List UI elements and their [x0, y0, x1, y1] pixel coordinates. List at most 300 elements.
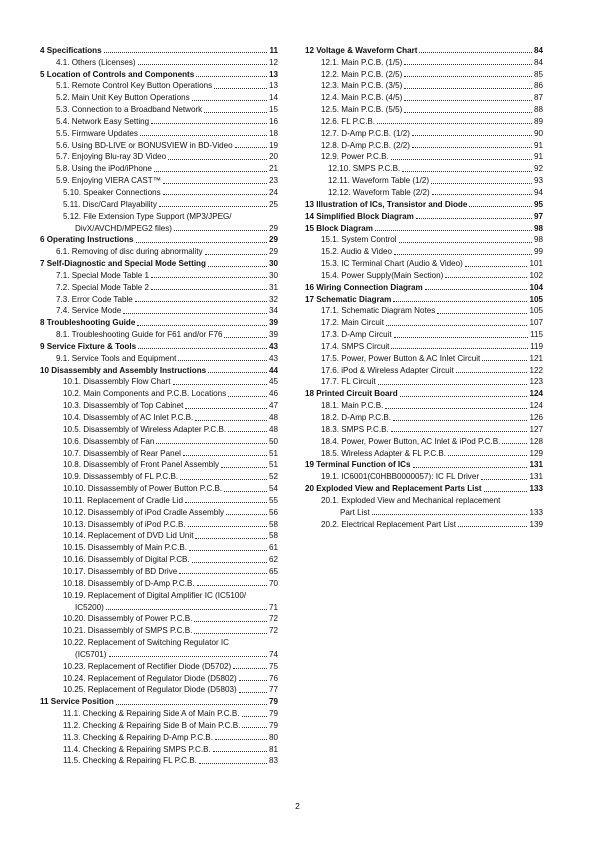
toc-entry-title: 18.4. Power, Power Button, AC Inlet & iPod P.C.B.: [321, 436, 501, 446]
toc-entry-page: 85: [533, 69, 543, 79]
toc-entry: [40, 447, 278, 459]
toc-entry-page: 58: [268, 531, 278, 541]
toc-entry: [40, 387, 278, 399]
toc-entry: [40, 459, 278, 471]
toc-entry-page: 46: [268, 389, 278, 399]
toc-entry-page: 91: [533, 152, 543, 162]
toc-entry-title: 8 Troubleshooting Guide: [40, 318, 136, 328]
toc-entry-page: 124: [529, 389, 543, 399]
toc-entry-page: 14: [268, 93, 278, 103]
toc-section: [40, 234, 278, 246]
toc-entry: [40, 506, 278, 518]
toc-entry-page: 139: [529, 519, 543, 529]
toc-entry-page: 89: [533, 116, 543, 126]
toc-entry-title: 19.1. IC6001(C0HBB0000057): IC FL Driver: [321, 472, 480, 482]
toc-section: [40, 257, 278, 269]
toc-section: [40, 316, 278, 328]
toc-section: [40, 364, 278, 376]
toc-entry: [305, 186, 543, 198]
dot-leader: [195, 420, 267, 421]
toc-entry: [305, 328, 543, 340]
dot-leader: [208, 266, 267, 267]
toc-entry-title: 10.16. Disassembly of Digital P.CB.: [63, 555, 190, 565]
toc-entry-title: 5.3. Connection to a Broadband Network: [56, 105, 203, 115]
dot-leader: [412, 135, 532, 136]
toc-entry-page: 21: [268, 164, 278, 174]
toc-entry-title: 11.2. Checking & Repairing Side B of Main P.C.B.: [63, 720, 241, 730]
dot-leader: [194, 633, 267, 634]
dot-leader: [484, 491, 528, 492]
toc-entry: [40, 269, 278, 281]
dot-leader: [385, 408, 527, 409]
toc-entry: [305, 80, 543, 92]
toc-entry-title: 4.1. Others (Licenses): [56, 57, 136, 67]
toc-entry-page: 133: [529, 507, 543, 517]
toc-entry-title: 12.8. D-Amp P.C.B. (2/2): [321, 140, 410, 150]
dot-leader: [151, 289, 267, 290]
toc-entry-page: 77: [268, 685, 278, 695]
dot-leader: [458, 526, 528, 527]
toc-entry: [305, 340, 543, 352]
toc-entry-title: 12.9. Power P.C.B.: [321, 152, 389, 162]
toc-entry-title: 13 Illustration of ICs, Transistor and Diode: [305, 199, 468, 209]
toc-entry-title: 14 Simplified Block Diagram: [305, 211, 414, 221]
toc-entry: [40, 624, 278, 636]
toc-entry-title: 10.15. Disassembly of Main P.C.B.: [63, 543, 188, 553]
dot-leader: [235, 147, 267, 148]
toc-entry-page: 88: [533, 105, 543, 115]
toc-entry: [40, 352, 278, 364]
toc-entry: [305, 162, 543, 174]
toc-entry: [305, 506, 543, 518]
dot-leader: [481, 479, 527, 480]
toc-section: [305, 293, 543, 305]
toc-entry: [305, 257, 543, 269]
toc-entry-page: 47: [268, 401, 278, 411]
toc-section: [305, 198, 543, 210]
toc-entry-page: 119: [530, 341, 543, 351]
dot-leader: [159, 206, 267, 207]
toc-entry-page: 93: [533, 176, 543, 186]
dot-leader: [242, 716, 267, 717]
toc-entry-title: 11.5. Checking & Repairing FL P.C.B.: [63, 756, 197, 766]
toc-entry-title: 10.1. Disassembly Flow Chart: [63, 377, 171, 387]
toc-entry-title: 15.3. IC Terminal Chart (Audio & Video): [321, 259, 463, 269]
toc-entry-title: 9.1. Service Tools and Equipment: [56, 353, 177, 363]
toc-entry: [40, 245, 278, 257]
dot-leader: [224, 337, 267, 338]
toc-entry: [40, 80, 278, 92]
toc-entry-title: 10.8. Disassembly of Front Panel Assembly: [63, 460, 220, 470]
toc-entry-page: 124: [529, 401, 543, 411]
dot-leader: [213, 751, 267, 752]
toc-entry: [305, 305, 543, 317]
toc-entry: [40, 293, 278, 305]
toc-entry: [305, 174, 543, 186]
toc-entry-page: 79: [268, 697, 278, 707]
toc-entry-page: 71: [268, 602, 278, 612]
toc-entry: [40, 399, 278, 411]
dot-leader: [416, 218, 532, 219]
toc-entry-title: 5.2. Main Unit Key Button Operations: [56, 93, 190, 103]
dot-leader: [456, 372, 528, 373]
toc-entry-title: 5.1. Remote Control Key Button Operations: [56, 81, 213, 91]
toc-entry-title: 8.1. Troubleshooting Guide for F61 and/or F76: [56, 330, 223, 340]
dot-leader: [412, 147, 532, 148]
toc-entry-title: 5.9. Enjoying VIERA CAST™: [56, 176, 161, 186]
toc-entry-page: 97: [533, 211, 543, 221]
toc-entry-title: 16 Wiring Connection Diagram: [305, 282, 423, 292]
toc-entry-title: 5.5. Firmware Updates: [56, 128, 138, 138]
dot-leader: [180, 479, 267, 480]
dot-leader: [154, 171, 267, 172]
toc-entry-title: 17.3. D-Amp Circuit: [321, 330, 392, 340]
toc-entry-title: 7.3. Error Code Table: [56, 294, 133, 304]
dot-leader: [431, 183, 532, 184]
dot-leader: [404, 112, 532, 113]
toc-entry: [40, 91, 278, 103]
toc-entry: [40, 162, 278, 174]
dot-leader: [425, 289, 528, 290]
dot-leader: [188, 526, 267, 527]
toc-entry-page: 56: [268, 507, 278, 517]
dot-leader: [104, 52, 268, 53]
dot-leader: [116, 704, 267, 705]
dot-leader: [393, 420, 527, 421]
toc-entry-page: 44: [268, 365, 278, 375]
toc-entry-title: 12.10. SMPS P.C.B.: [328, 164, 401, 174]
toc-entry-title: 18.1. Main P.C.B.: [321, 401, 384, 411]
toc-entry-page: 45: [268, 377, 278, 387]
toc-entry-page: 86: [533, 81, 543, 91]
toc-entry-title: 10.13. Disassembly of iPod P.C.B.: [63, 519, 186, 529]
toc-entry: [305, 423, 543, 435]
toc-entry: [40, 601, 278, 613]
toc-entry-page: 131: [529, 472, 543, 482]
toc-entry: [40, 198, 278, 210]
toc-section: [40, 695, 278, 707]
toc-entry-page: 30: [268, 259, 278, 269]
toc-entry-page: 105: [529, 306, 543, 316]
toc-entry-title: 18 Printed Circuit Board: [305, 389, 398, 399]
toc-entry-page: 52: [268, 472, 278, 482]
toc-entry: [40, 577, 278, 589]
toc-entry-title: 10.2. Main Components and P.C.B. Locations: [63, 389, 227, 399]
toc-entry-page: 83: [268, 756, 278, 766]
dot-leader: [465, 266, 528, 267]
dot-leader: [233, 668, 267, 669]
toc-entry: [40, 530, 278, 542]
dot-leader: [391, 348, 528, 349]
toc-entry-title: Part List: [340, 507, 370, 517]
toc-entry: [40, 186, 278, 198]
toc-section: [305, 387, 543, 399]
toc-entry: [40, 589, 278, 601]
dot-leader: [391, 159, 532, 160]
dot-leader: [179, 573, 267, 574]
toc-entry-page: 11: [269, 45, 278, 55]
dot-leader: [242, 727, 267, 728]
toc-entry-title: 7.4. Service Mode: [56, 306, 122, 316]
toc-entry: [40, 755, 278, 767]
toc-entry-title: 17.2. Main Circuit: [321, 318, 384, 328]
toc-entry-title: 11.1. Checking & Repairing Side A of Main P.C.B.: [63, 709, 240, 719]
toc-entry-title: 17.5. Power, Power Button & AC Inlet Circuit: [321, 353, 481, 363]
toc-entry-page: 102: [529, 270, 543, 280]
dot-leader: [375, 230, 532, 231]
toc-entry-title: 10.21. Disassembly of SMPS P.C.B.: [63, 626, 193, 636]
toc-entry-page: 81: [268, 744, 278, 754]
toc-entry-title: 10.14. Replacement of DVD Lid Unit: [63, 531, 194, 541]
toc-entry-title: 17.4. SMPS Circuit: [321, 341, 390, 351]
dot-leader: [404, 64, 532, 65]
toc-entry-page: 99: [533, 247, 543, 257]
toc-entry: [305, 435, 543, 447]
dot-leader: [399, 242, 532, 243]
toc-entry: [40, 731, 278, 743]
toc-entry-title: 17.1. Schematic Diagram Notes: [321, 306, 436, 316]
toc-entry: [40, 281, 278, 293]
toc-entry-page: 123: [529, 377, 543, 387]
toc-entry-title: 20.1. Exploded View and Mechanical replacement: [321, 495, 501, 505]
toc-entry-title: 12 Voltage & Waveform Chart: [305, 45, 418, 55]
toc-entry-page: 43: [268, 341, 278, 351]
toc-entry-title: 5.6. Using BD-LIVE or BONUSVIEW in BD-Video: [56, 140, 233, 150]
dot-leader: [391, 431, 528, 432]
toc-entry-title: 11.4. Checking & Repairing SMPS P.C.B.: [63, 744, 211, 754]
dot-leader: [404, 100, 532, 101]
toc-entry-page: 128: [529, 436, 543, 446]
toc-entry: [305, 364, 543, 376]
dot-leader: [208, 372, 267, 373]
toc-entry: [40, 684, 278, 696]
toc-entry-page: 25: [268, 199, 278, 209]
toc-entry-page: 126: [529, 413, 543, 422]
toc-entry-page: 94: [533, 187, 543, 197]
toc-entry: [305, 91, 543, 103]
toc-entry-page: 24: [268, 187, 278, 197]
toc-entry-title: 15 Block Diagram: [305, 223, 373, 233]
dot-leader: [140, 135, 267, 136]
dot-leader: [386, 325, 528, 326]
toc-entry-page: 115: [530, 330, 543, 340]
toc-entry-page: 87: [533, 93, 543, 103]
toc-entry: [305, 127, 543, 139]
toc-entry-page: 70: [268, 578, 278, 588]
toc-entry-page: 95: [533, 199, 543, 209]
toc-entry-page: 13: [268, 69, 278, 79]
toc-entry: [305, 376, 543, 388]
toc-entry-page: 13: [268, 81, 278, 91]
dot-leader: [178, 360, 267, 361]
toc-entry-title: 5.8. Using the iPod/iPhone: [56, 164, 152, 174]
toc-entry-page: 48: [268, 413, 278, 422]
dot-leader: [205, 254, 267, 255]
toc-entry-page: 48: [268, 424, 278, 434]
toc-entry: [40, 470, 278, 482]
toc-entry-title: 6.1. Removing of disc during abnormality: [56, 247, 203, 257]
toc-entry-title: 5.11. Disc/Card Playability: [63, 199, 157, 209]
toc-entry: [305, 234, 543, 246]
toc-entry: [40, 222, 278, 234]
toc-entry-title: 12.1. Main P.C.B. (1/5): [321, 57, 403, 67]
dot-leader: [372, 514, 528, 515]
dot-leader: [106, 609, 267, 610]
toc-entry-title: DivX/AVCHD/MPEG2 files): [75, 223, 172, 233]
toc-entry-title: 7.1. Special Mode Table 1: [56, 270, 149, 280]
toc-entry-page: 79: [268, 709, 278, 719]
dot-leader: [109, 656, 267, 657]
toc-entry-title: 5 Location of Controls and Components: [40, 69, 195, 79]
toc-entry-page: 18: [268, 128, 278, 138]
toc-entry-page: 84: [533, 57, 543, 67]
toc-entry: [305, 411, 543, 423]
toc-entry-page: 61: [268, 543, 278, 553]
dot-leader: [138, 64, 267, 65]
dot-leader: [136, 242, 267, 243]
dot-leader: [196, 76, 267, 77]
toc-entry-page: 20: [268, 152, 278, 162]
toc-entry-page: 50: [268, 436, 278, 446]
toc-entry-title: 18.5. Wireless Adapter & FL P.C.B.: [321, 448, 447, 458]
toc-entry-page: 29: [268, 247, 278, 257]
toc-entry: [305, 399, 543, 411]
dot-leader: [482, 360, 527, 361]
dot-leader: [377, 123, 532, 124]
dot-leader: [239, 680, 267, 681]
toc-entry: [40, 210, 278, 222]
dot-leader: [183, 455, 267, 456]
toc-entry: [40, 56, 278, 68]
dot-leader: [404, 76, 532, 77]
dot-leader: [221, 467, 267, 468]
toc-entry-title: 7.2. Special Mode Table 2: [56, 282, 149, 292]
toc-entry-title: 12.2. Main P.C.B. (2/5): [321, 69, 403, 79]
dot-leader: [163, 194, 267, 195]
toc-entry: [40, 328, 278, 340]
toc-entry-title: 5.4. Network Easy Setting: [56, 116, 150, 126]
toc-entry-page: 90: [533, 128, 543, 138]
dot-leader: [239, 692, 267, 693]
toc-entry-page: 30: [268, 270, 278, 280]
dot-leader: [173, 384, 267, 385]
toc-entry-title: 4 Specifications: [40, 45, 102, 55]
toc-entry: [40, 305, 278, 317]
toc-entry-page: 76: [268, 673, 278, 683]
toc-entry-title: 12.4. Main P.C.B. (4/5): [321, 93, 403, 103]
toc-entry-page: 31: [268, 282, 278, 292]
toc-entry: [40, 743, 278, 755]
toc-entry-title: 18.3. SMPS P.C.B.: [321, 424, 389, 434]
toc-entry-title: 5.7. Enjoying Blu-ray 3D Video: [56, 152, 167, 162]
toc-entry: [40, 139, 278, 151]
toc-section: [305, 44, 543, 56]
toc-entry-title: (IC5701): [75, 649, 107, 659]
toc-entry: [40, 672, 278, 684]
toc-entry: [40, 553, 278, 565]
toc-entry-title: 12.12. Waveform Table (2/2): [328, 187, 430, 197]
dot-leader: [400, 396, 528, 397]
toc-entry: [305, 316, 543, 328]
toc-section: [305, 210, 543, 222]
toc-entry-title: 10 Disassembly and Assembly Instructions: [40, 365, 207, 375]
toc-entry-page: 19: [268, 140, 278, 150]
toc-entry-page: 75: [268, 661, 278, 671]
toc-entry-title: 15.4. Power Supply(Main Section): [321, 270, 444, 280]
toc-entry-title: 10.5. Disassembly of Wireless Adapter P.C.B.: [63, 424, 227, 434]
toc-entry-title: 10.6. Disassembly of Fan: [63, 436, 155, 446]
toc-entry: [305, 447, 543, 459]
dot-leader: [156, 443, 267, 444]
dot-leader: [413, 467, 528, 468]
toc-section: [40, 68, 278, 80]
toc-section: [305, 222, 543, 234]
toc-entry-title: 9 Service Fixture & Tools: [40, 341, 137, 351]
dot-leader: [195, 538, 267, 539]
toc-entry-page: 101: [529, 259, 543, 269]
toc-entry: [305, 518, 543, 530]
toc-entry-page: 16: [268, 116, 278, 126]
toc-entry-title: 11.3. Checking & Repairing D-Amp P.C.B.: [63, 732, 213, 742]
toc-entry-title: 5.12. File Extension Type Support (MP3/JPEG/: [63, 211, 232, 221]
toc-entry-page: 12: [268, 57, 278, 67]
toc-entry-page: 129: [529, 448, 543, 458]
dot-leader: [393, 301, 527, 302]
toc-entry: [305, 470, 543, 482]
dot-leader: [185, 408, 267, 409]
dot-leader: [469, 206, 532, 207]
dot-leader: [151, 123, 267, 124]
dot-leader: [419, 52, 532, 53]
dot-leader: [445, 277, 527, 278]
dot-leader: [394, 254, 532, 255]
dot-leader: [432, 194, 532, 195]
toc-entry-page: 55: [268, 495, 278, 505]
dot-leader: [226, 514, 267, 515]
toc-entry-title: 17 Schematic Diagram: [305, 294, 392, 304]
toc-entry-title: 10.4. Disassembly of AC Inlet P.C.B.: [63, 413, 194, 422]
dot-leader: [228, 396, 267, 397]
toc-entry-title: 12.11. Waveform Table (1/2): [328, 176, 430, 186]
toc-entry-page: 32: [268, 294, 278, 304]
toc-entry-title: 15.1. System Control: [321, 235, 397, 245]
toc-entry-page: 98: [533, 235, 543, 245]
toc-entry-page: 65: [268, 566, 278, 576]
toc-entry-page: 54: [268, 484, 278, 494]
dot-leader: [214, 88, 267, 89]
toc-entry: [40, 613, 278, 625]
page-number: 2: [295, 801, 300, 811]
dot-leader: [163, 183, 267, 184]
toc-entry-page: 131: [529, 460, 543, 470]
dot-leader: [168, 159, 267, 160]
toc-entry-title: 10.12. Disassembly of iPod Cradle Assembly: [63, 507, 225, 517]
toc-entry-page: 29: [268, 223, 278, 233]
toc-entry: [40, 174, 278, 186]
dot-leader: [123, 313, 267, 314]
toc-entry-title: 20.2. Electrical Replacement Part List: [321, 519, 456, 529]
toc-entry-title: 10.11. Replacement of Cradle Lid: [63, 495, 183, 505]
dot-leader: [138, 348, 267, 349]
toc-entry-page: 23: [268, 176, 278, 186]
toc-entry-title: 10.22. Replacement of Switching Regulator IC: [63, 638, 230, 648]
toc-entry-title: 17.7. FL Circuit: [321, 377, 376, 387]
toc-section: [305, 482, 543, 494]
toc-entry-page: 80: [268, 732, 278, 742]
toc-entry-title: 10.24. Replacement of Regulator Diode (D5802): [63, 673, 237, 683]
toc-entry-page: 72: [268, 626, 278, 636]
toc-entry: [305, 352, 543, 364]
